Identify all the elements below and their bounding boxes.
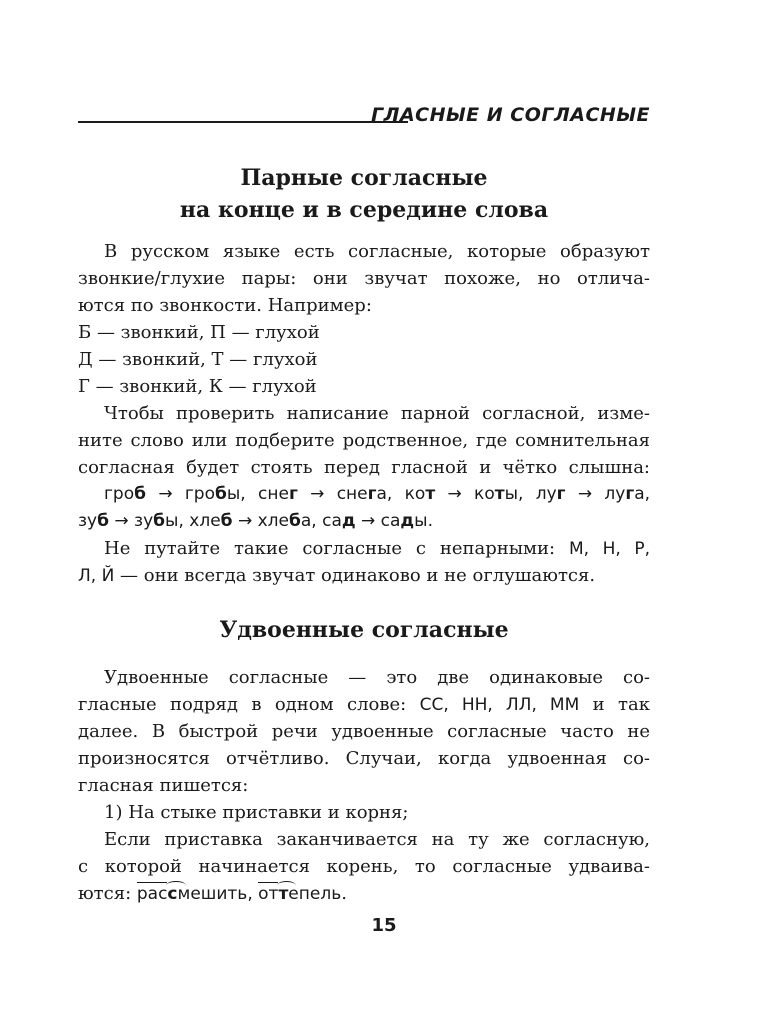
paragraph-line: гласные подряд в одном слове: СС, НН, ЛЛ, ММ и так xyxy=(78,694,650,715)
example-line: зуб → зубы, хлеб → хлеба, сад → сады. xyxy=(78,511,433,531)
arrow-icon: → xyxy=(310,484,325,504)
example-word-rassmeshit: рассмешить xyxy=(137,884,247,904)
paragraph-line: произносятся отчётливо. Случаи, когда удвоенная со- xyxy=(78,748,650,769)
paragraph-line: Чтобы проверить написание парной согласной, изме- xyxy=(104,403,650,424)
consonant-pair-line: Б — звонкий, П — глухой xyxy=(78,322,320,343)
paragraph-line: Не путайте такие согласные с непарными: М, Н, Р, xyxy=(104,538,650,559)
running-head xyxy=(78,104,650,134)
arrow-icon: → xyxy=(361,511,376,531)
prefix-mark: от xyxy=(258,884,279,904)
paragraph-line: согласная будет стоять перед гласной и чётко слышна: xyxy=(78,457,650,478)
section1-body xyxy=(78,238,650,589)
arrow-icon: → xyxy=(114,511,129,531)
paragraph-line: ются: рассмешить, оттепель. xyxy=(78,880,650,907)
arrow-icon: → xyxy=(237,511,253,531)
example-line: гроб → гробы, снег → снега, кот → коты, луг → луга, xyxy=(104,484,651,504)
paragraph-line: Если приставка заканчивается на ту же согласную, xyxy=(104,829,650,850)
section2-title: Удвоенные согласные xyxy=(219,617,509,643)
consonant-pair-line: Г — звонкий, К — глухой xyxy=(78,376,317,397)
section2-body xyxy=(78,664,650,907)
paragraph-line: В русском языке есть согласные, которые образуют xyxy=(104,241,650,262)
running-head-rule xyxy=(78,121,408,123)
arrow-icon: → xyxy=(158,484,173,504)
paragraph-line: ются по звонкости. Например: xyxy=(78,295,372,316)
section1-title-line1: Парные согласные xyxy=(240,165,488,191)
root-arc: т xyxy=(278,881,288,908)
paragraph-line: Удвоенные согласные — это две одинаковые со- xyxy=(104,667,650,688)
paragraph-line: звонкие/глухие пары: они звучат похоже, но отлича- xyxy=(78,268,650,289)
list-item: 1) На стыке приставки и корня; xyxy=(104,802,409,823)
prefix-mark: рас xyxy=(136,884,168,904)
paragraph-line: далее. В быстрой речи удвоенные согласные часто не xyxy=(78,721,650,742)
section1-title-line2: на конце и в середине слова xyxy=(179,197,549,223)
paragraph-line: гласная пишется: xyxy=(78,775,249,796)
page-number: 15 xyxy=(371,915,397,936)
paragraph-line: ните слово или подберите родственное, где сомнительная xyxy=(78,430,650,451)
example-word-ottepel: оттепель xyxy=(258,884,341,904)
arrow-icon: → xyxy=(447,484,462,504)
paragraph-line: с которой начинается корень, то согласные удваива- xyxy=(78,856,650,877)
root-arc: с xyxy=(167,881,177,908)
running-head-title: ГЛАСНЫЕ И СОГЛАСНЫЕ xyxy=(371,104,650,126)
arrow-icon: → xyxy=(577,484,593,504)
consonant-pair-line: Д — звонкий, Т — глухой xyxy=(78,349,318,370)
paragraph-line: Л, Й — они всегда звучат одинаково и не оглушаются. xyxy=(78,565,596,586)
